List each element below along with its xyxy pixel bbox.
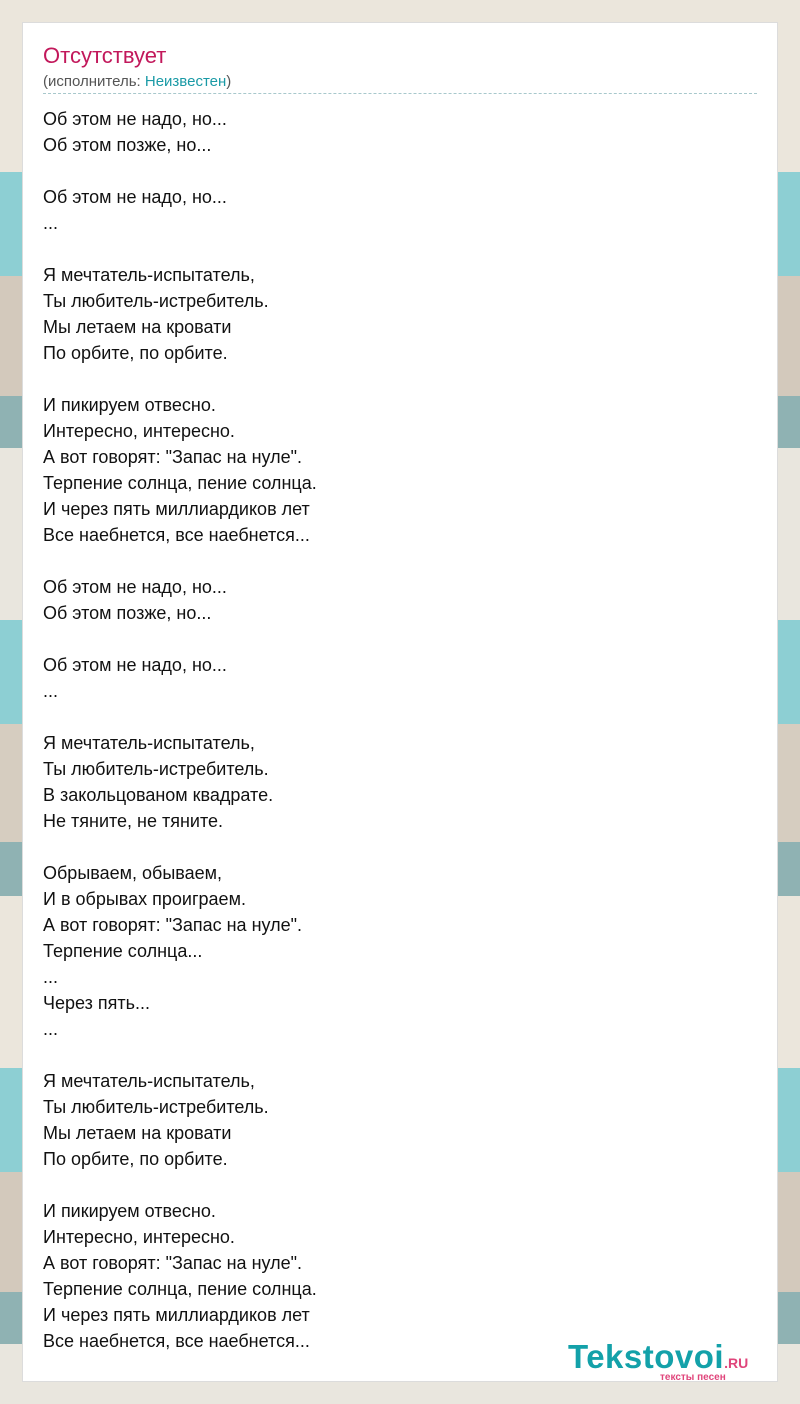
stanza-break xyxy=(43,834,317,860)
stanza-break xyxy=(43,1042,317,1068)
logo-tld: .RU xyxy=(724,1355,749,1371)
lyric-line: Интересно, интересно. xyxy=(43,421,235,441)
lyrics-card xyxy=(22,22,778,1382)
lyric-line: Терпение солнца, пение солнца. xyxy=(43,473,317,493)
lyric-line: Об этом не надо, но... xyxy=(43,109,227,129)
lyric-line: Я мечтатель-испытатель, xyxy=(43,1071,255,1091)
song-title: Отсутствует xyxy=(43,43,167,68)
lyric-line: Терпение солнца... xyxy=(43,941,203,961)
stanza-break xyxy=(43,366,317,392)
artist-line xyxy=(43,73,231,90)
lyric-line: Через пять... xyxy=(43,993,151,1013)
lyric-line: Я мечтатель-испытатель, xyxy=(43,265,255,285)
stanza-break xyxy=(43,548,317,574)
lyric-line: И пикируем отвесно. xyxy=(43,1201,216,1221)
logo-brand: Tekstovoi xyxy=(568,1338,725,1375)
lyric-line: Не тяните, не тяните. xyxy=(43,811,224,831)
lyric-line: В закольцованом квадрате. xyxy=(43,785,274,805)
lyric-line: Все наебнется, все наебнется... xyxy=(43,525,310,545)
stanza-break xyxy=(43,626,317,652)
lyric-line: Мы летаем на кровати xyxy=(43,1123,232,1143)
site-logo[interactable] xyxy=(568,1338,772,1386)
lyric-line: А вот говорят: "Запас на нуле". xyxy=(43,447,303,467)
stanza-break xyxy=(43,236,317,262)
lyric-line: И пикируем отвесно. xyxy=(43,395,216,415)
lyric-line: А вот говорят: "Запас на нуле". xyxy=(43,1253,303,1273)
lyric-line: Об этом не надо, но... xyxy=(43,655,227,675)
lyric-line: ... xyxy=(43,213,59,233)
lyric-line: Ты любитель-истребитель. xyxy=(43,291,269,311)
lyric-line: ... xyxy=(43,681,59,701)
lyric-line: И через пять миллиардиков лет xyxy=(43,499,310,519)
lyric-line: ... xyxy=(43,967,59,987)
lyric-line: И через пять миллиардиков лет xyxy=(43,1305,310,1325)
stanza-break xyxy=(43,704,317,730)
stanza-break xyxy=(43,158,317,184)
lyric-line: Обрываем, обываем, xyxy=(43,863,223,883)
title-divider xyxy=(43,93,757,94)
lyric-line: Интересно, интересно. xyxy=(43,1227,235,1247)
lyrics-body xyxy=(43,106,317,1354)
artist-prefix: (исполнитель: xyxy=(43,73,145,90)
stanza-break xyxy=(43,1172,317,1198)
artist-link[interactable]: Неизвестен xyxy=(144,73,227,90)
lyric-line: Об этом не надо, но... xyxy=(43,577,227,597)
lyric-line: И в обрывах проиграем. xyxy=(43,889,246,909)
lyric-line: Ты любитель-истребитель. xyxy=(43,759,269,779)
lyric-line: Об этом позже, но... xyxy=(43,135,212,155)
lyric-line: А вот говорят: "Запас на нуле". xyxy=(43,915,303,935)
lyric-line: Ты любитель-истребитель. xyxy=(43,1097,269,1117)
lyric-line: Все наебнется, все наебнется... xyxy=(43,1331,310,1351)
lyric-line: ... xyxy=(43,1019,59,1039)
lyric-line: Об этом не надо, но... xyxy=(43,187,227,207)
artist-suffix: ) xyxy=(226,73,232,90)
lyric-line: Об этом позже, но... xyxy=(43,603,212,623)
lyric-line: Терпение солнца, пение солнца. xyxy=(43,1279,317,1299)
lyric-line: По орбите, по орбите. xyxy=(43,1149,228,1169)
lyric-line: По орбите, по орбите. xyxy=(43,343,228,363)
lyric-line: Я мечтатель-испытатель, xyxy=(43,733,255,753)
lyric-line: Мы летаем на кровати xyxy=(43,317,232,337)
logo-tagline: тексты песен xyxy=(660,1372,726,1383)
